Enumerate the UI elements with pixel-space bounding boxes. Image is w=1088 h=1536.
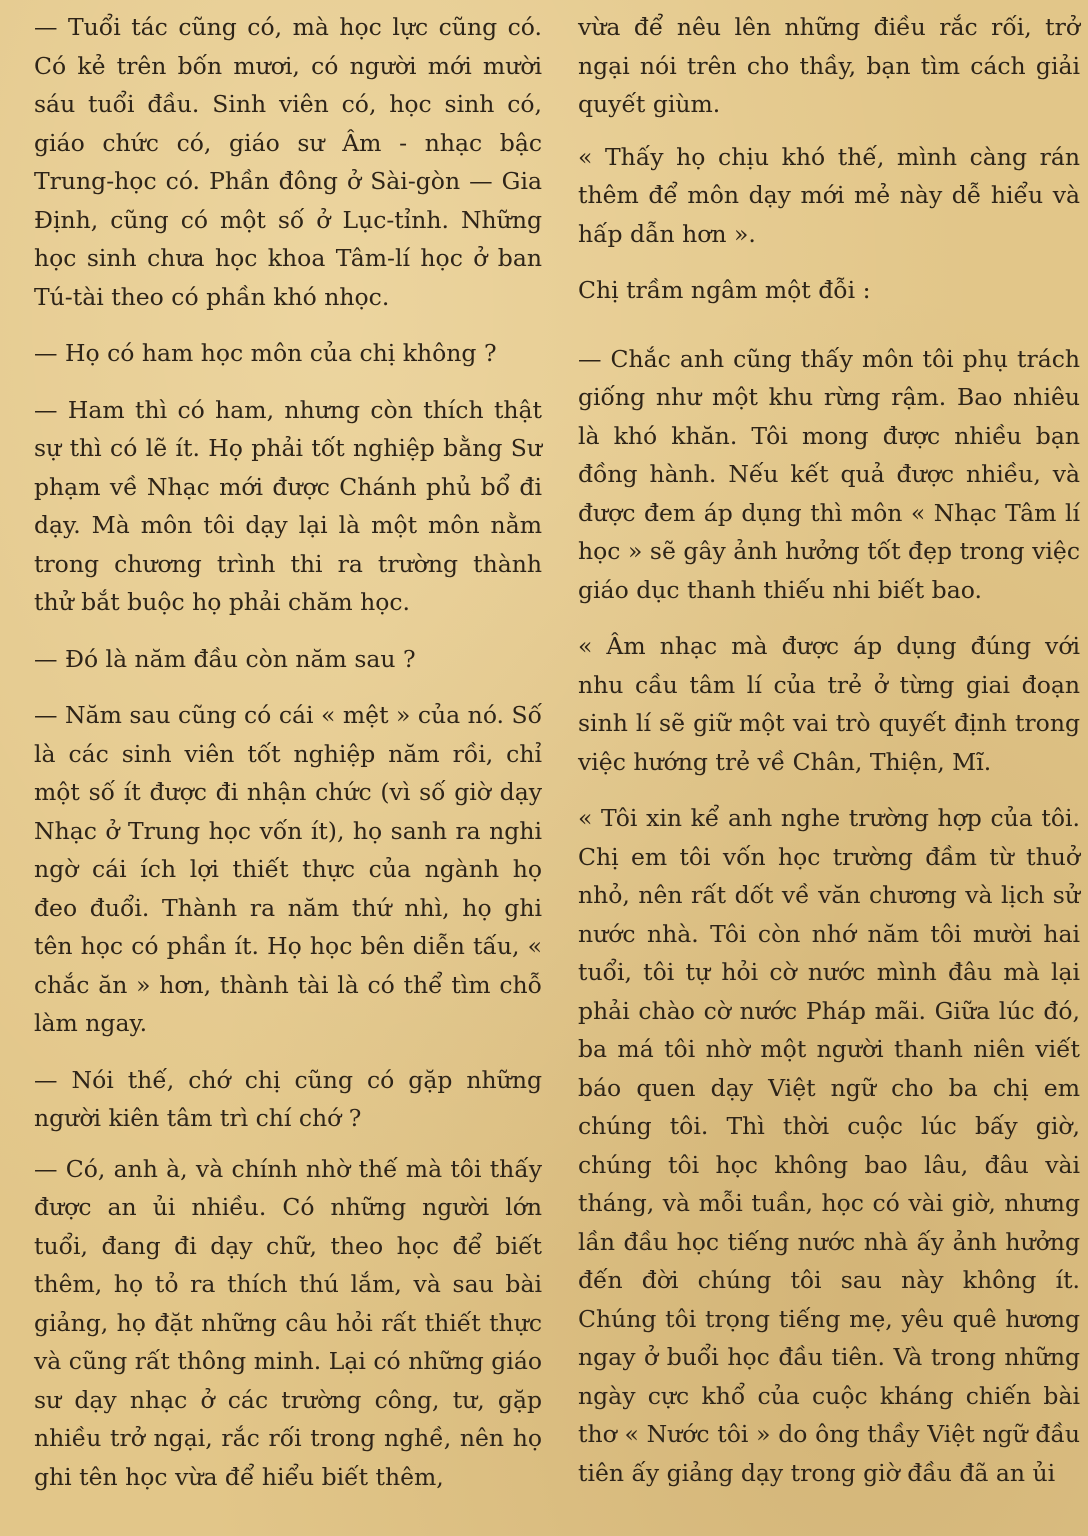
- left-column: [34, 8, 542, 1536]
- right-paragraph-5: « Âm nhạc mà được áp dụng đúng với nhu cầu tâm lí của trẻ ở từng giai đoạn sinh lí sẽ giữ một vai trò quyết định trong việc hướng trẻ về Chân, Thiện, Mĩ.: [578, 632, 1080, 776]
- left-paragraph-5: — Năm sau cũng có cái « mệt » của nó. Số là các sinh viên tốt nghiệp năm rồi, chỉ một số ít được đi nhận chức (vì số giờ dạy Nhạc ở Trung học vốn ít), họ sanh ra nghi ngờ cái ích lợi thiết thực của ngành họ đeo đuổi. Thành ra năm thứ nhì, họ ghi tên học có phần ít. Họ học bên diễn tấu, « chắc ăn » hơn, thành tài là có thể tìm chỗ làm ngay.: [34, 701, 542, 1037]
- right-paragraph-2: « Thấy họ chịu khó thế, mình càng rán thêm để môn dạy mới mẻ này dễ hiểu và hấp dẫn hơn ».: [578, 142, 1080, 248]
- right-paragraph-6: « Tôi xin kể anh nghe trường hợp của tôi. Chị em tôi vốn học trường đầm từ thuở nhỏ, nên rất dốt về văn chương và lịch sử nước nhà. Tôi còn nhớ năm tôi mười hai tuổi, tôi tự hỏi cờ nước mình đâu mà lại phải chào cờ nước Pháp mãi. Giữa lúc đó, ba má tôi nhờ một người thanh niên viết báo quen dạy Việt ngữ cho ba chị em chúng tôi. Thì thời cuộc lúc bấy giờ, chúng tôi học không bao lâu, đâu vài tháng, và mỗi tuần, học có vài giờ, nhưng lần đầu học tiếng nước nhà ấy ảnh hưởng đến đời chúng tôi sau này không ít. Chúng tôi trọng tiếng mẹ, yêu quê hương ngay ở buổi học đầu tiên. Và trong những ngày cực khổ của cuộc kháng chiến bài thơ « Nước tôi » do ông thầy Việt ngữ đầu tiên ấy giảng dạy trong giờ đầu đã an ủi: [578, 804, 1080, 1487]
- left-paragraph-4: — Đó là năm đầu còn năm sau ?: [34, 644, 416, 673]
- left-paragraph-6: — Nói thế, chớ chị cũng có gặp những người kiên tâm trì chí chớ ?: [34, 1065, 542, 1132]
- right-paragraph-3: Chị trầm ngâm một đỗi :: [578, 276, 871, 304]
- right-column: [578, 8, 1080, 1536]
- left-paragraph-7: — Có, anh à, và chính nhờ thế mà tôi thấy được an ủi nhiều. Có những người lớn tuổi, đang đi dạy chữ, theo học để biết thêm, họ tỏ ra thích thú lắm, và sau bài giảng, họ đặt những câu hỏi rất thiết thực và cũng rất thông minh. Lại có những giáo sư dạy nhạc ở các trường công, tư, gặp nhiều trở ngại, rắc rối trong nghề, nên họ ghi tên học vừa để hiểu biết thêm,: [34, 1154, 542, 1491]
- left-paragraph-1: — Tuổi tác cũng có, mà học lực cũng có. Có kẻ trên bốn mươi, có người mới mười sáu tuổi đầu. Sinh viên có, học sinh có, giáo chức có, giáo sư Âm - nhạc bậc Trung-học có. Phần đông ở Sài-gòn — Gia Định, cũng có một số ở Lục-tỉnh. Những học sinh chưa học khoa Tâm-lí học ở ban Tú-tài theo có phần khó nhọc.: [34, 13, 542, 311]
- left-paragraph-2: — Họ có ham học môn của chị không ?: [34, 339, 497, 367]
- right-paragraph-4: — Chắc anh cũng thấy môn tôi phụ trách giống như một khu rừng rậm. Bao nhiêu là khó khăn. Tôi mong được nhiều bạn đồng hành. Nếu kết quả được nhiều, và được đem áp dụng thì môn « Nhạc Tâm lí học » sẽ gây ảnh hưởng tốt đẹp trong việc giáo dục thanh thiếu nhi biết bao.: [578, 344, 1080, 604]
- left-paragraph-3: — Ham thì có ham, nhưng còn thích thật sự thì có lẽ ít. Họ phải tốt nghiệp bằng Sư phạm về Nhạc mới được Chánh phủ bổ đi dạy. Mà môn tôi dạy lại là một môn nằm trong chương trình thi ra trường thành thử bắt buộc họ phải chăm học.: [34, 395, 542, 616]
- right-paragraph-1: vừa để nêu lên những điều rắc rối, trở ngại nói trên cho thầy, bạn tìm cách giải quyết giùm.: [578, 13, 1080, 118]
